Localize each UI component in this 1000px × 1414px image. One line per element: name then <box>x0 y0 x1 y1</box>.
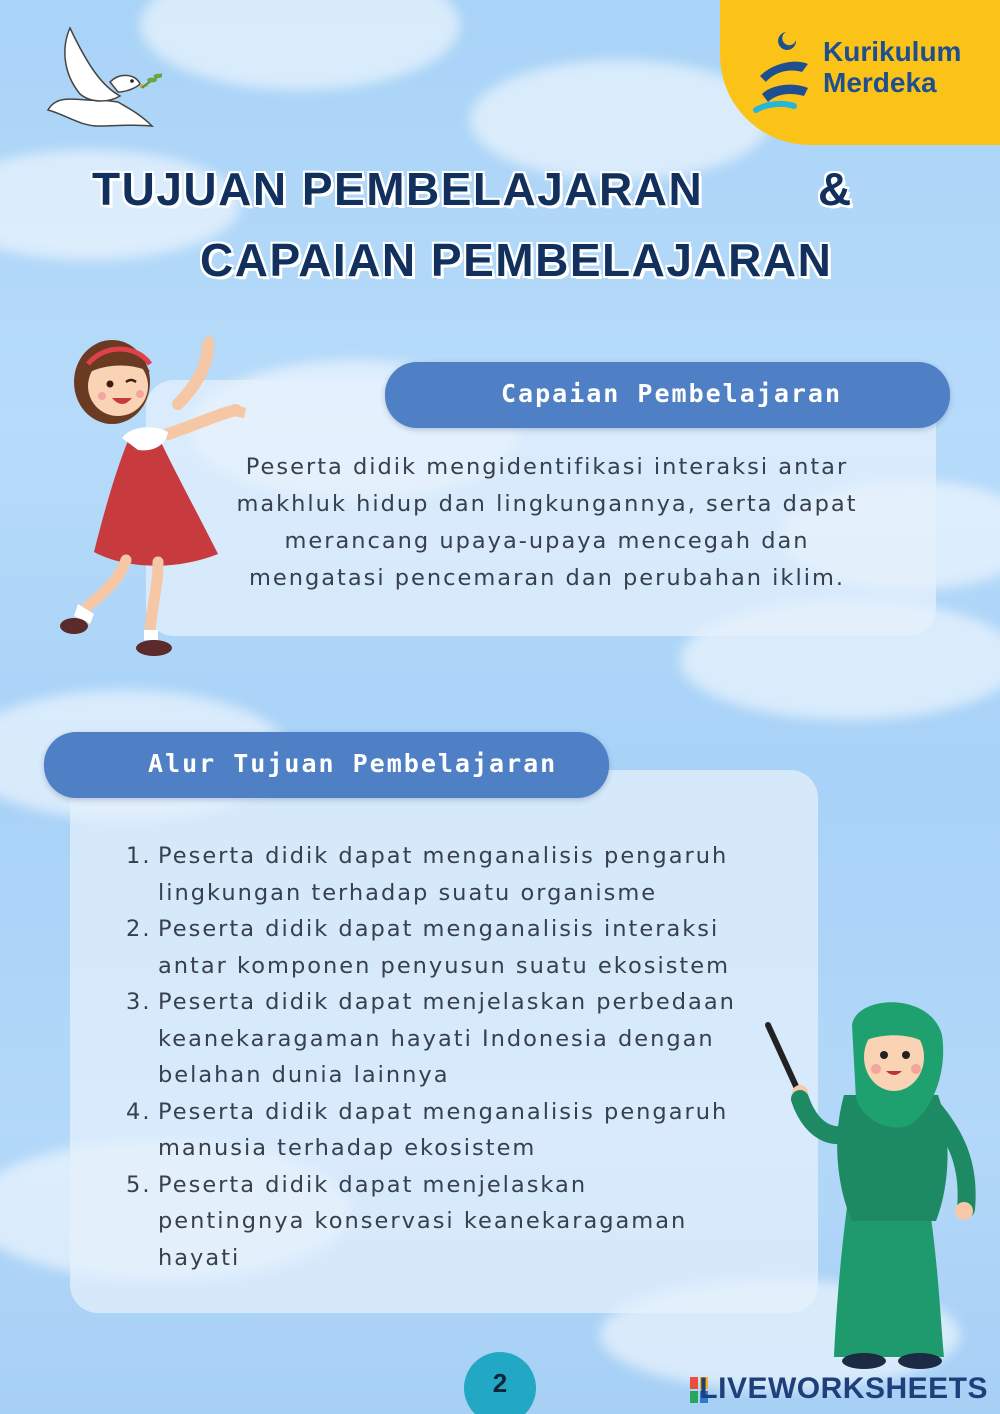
alur-heading <box>44 732 609 798</box>
list-item-number: 2. <box>126 916 152 942</box>
list-item-line: pentingnya konservasi keanekaragaman <box>158 1208 688 1234</box>
list-item-number: 4. <box>126 1098 152 1125</box>
list-item-number: 3. <box>126 989 152 1015</box>
title-part-capaian: CAPAIAN PEMBELAJARAN <box>200 234 833 286</box>
list-item-number: 1. <box>126 843 152 869</box>
title-part-tujuan: TUJUAN PEMBELAJARAN <box>92 163 704 215</box>
list-item-line: Peserta didik dapat menganalisis interaksi <box>158 916 720 942</box>
list-item <box>126 1167 766 1277</box>
page-number-badge <box>464 1352 536 1414</box>
list-item-line: Peserta didik dapat menganalisis pengaruh <box>158 843 729 869</box>
alur-list <box>126 838 766 1276</box>
list-item-line: lingkungan terhadap suatu organisme <box>158 879 658 906</box>
list-item-line: hayati <box>158 1244 241 1271</box>
capaian-heading <box>385 362 950 428</box>
teacher-illustration <box>760 995 990 1370</box>
capaian-heading-label: Capaian Pembelajaran <box>501 379 843 408</box>
capaian-text <box>214 449 880 597</box>
logo-text <box>823 36 961 98</box>
alur-heading-label: Alur Tujuan Pembelajaran <box>148 749 558 778</box>
dove-icon <box>40 22 162 140</box>
capaian-line: merancang upaya-upaya mencegah dan <box>284 528 810 554</box>
list-item-line: belahan dunia lainnya <box>158 1062 450 1088</box>
cloud <box>140 0 460 90</box>
girl-illustration <box>58 334 258 664</box>
logo-line-1: Kurikulum <box>823 36 962 67</box>
list-item-line: Peserta didik dapat menganalisis pengaruh <box>158 1098 729 1125</box>
list-item-line: Peserta didik dapat menjelaskan perbedaan <box>158 989 736 1015</box>
capaian-line: makhluk hidup dan lingkungannya, serta dapat <box>236 491 858 517</box>
capaian-line: mengatasi pencemaran dan perubahan iklim. <box>248 565 846 591</box>
title-ampersand: & <box>818 163 853 215</box>
list-item <box>126 838 766 911</box>
list-item <box>126 1094 766 1167</box>
kurikulum-merdeka-logo <box>720 0 1000 145</box>
kurikulum-merdeka-logo-icon <box>750 28 814 116</box>
logo-line-2: Merdeka <box>823 67 937 98</box>
list-item-line: keanekaragaman hayati Indonesia dengan <box>158 1025 715 1052</box>
page-number: 2 <box>492 1368 508 1398</box>
list-item-number: 5. <box>126 1171 152 1198</box>
list-item-line: antar komponen penyusun suatu ekosistem <box>158 952 731 979</box>
capaian-line: Peserta didik mengidentifikasi interaksi antar <box>245 454 849 480</box>
list-item <box>126 984 766 1094</box>
list-item <box>126 911 766 984</box>
liveworksheets-watermark: LIVEWORKSHEETS <box>699 1372 988 1405</box>
list-item-line: manusia terhadap ekosistem <box>158 1135 537 1161</box>
list-item-line: Peserta didik dapat menjelaskan <box>158 1171 588 1198</box>
